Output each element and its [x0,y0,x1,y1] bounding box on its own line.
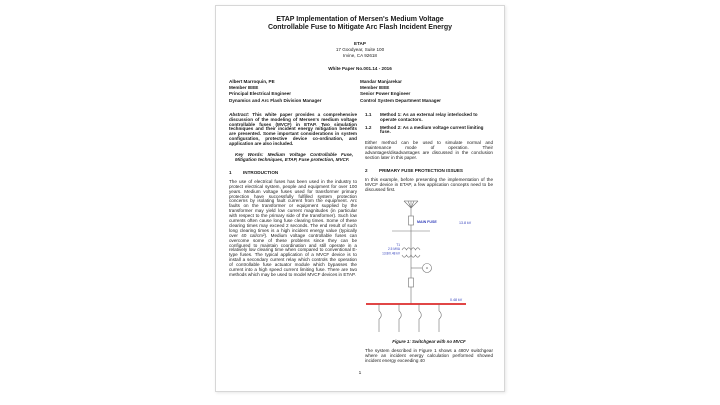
section-2-number: 2 [365,167,368,173]
method-1-text: Method 1: As an external relay interlocked to operate contactors. [380,111,478,122]
document-page [215,5,505,392]
lv-voltage-label: 0.48 kV [450,297,463,302]
author-2-affil1: Member IEEE [360,85,390,91]
author-2-affil3: Control System Department Manager [360,97,441,103]
method-1-item [365,113,493,123]
paper-title-line1: ETAP Implementation of Mersen's Medium Voltage [276,16,444,23]
main-fuse-label: MAIN FUSE [417,219,437,224]
transformer-name-label: T1 [396,242,400,247]
feeder-2 [399,304,401,332]
abstract-label: Abstract: [229,111,250,117]
two-column-body [229,113,491,369]
method-2-text: Method 2: As a medium voltage current limiting fuse. [380,124,484,135]
hv-voltage-label: 13.8 kV [459,220,472,225]
section-2-heading [365,169,493,174]
relay-dot [426,267,428,269]
abstract-paragraph [229,113,357,147]
figure-1 [365,198,493,345]
utility-grid-icon [404,201,418,208]
methods-note-paragraph: Either method can be used to simulate normal and maintenance mode of operation. Their advantages/disadvantages are discussed in the conclusion section later in this paper. [365,140,493,161]
section-1-title: INTRODUCTION [243,169,279,175]
abstract-text: This white paper provides a comprehensive discussion of the modeling of Mersen's medium voltage controllable fuses (MVCF) in ETAP. Two simulation techniques and their incident energy mitigation benefits are presented. Some important considerations in system configuration, protective device co-ordination, and application are also included. [229,111,357,147]
organization-address1: 17 Goodyear, Suite 100 [335,46,385,52]
page-number: 1 [358,371,362,377]
keywords-paragraph: Key Words: Medium Voltage Controllable Fuse, Mitigation techniques, ETAP, Fuse protection, MVCF. [235,152,353,162]
author-1-affil1: Member IEEE [229,85,259,91]
introduction-paragraph: The use of electrical fuses has been used in the industry to protect electrical system, people and equipment for over 100 years. Medium voltage fuses used for transformer primary protection have successfully fulfilled system protection concerns by isolating fault current from the equipment. Arc faults on the transformer or equipment supplied by the transformer may yield low current magnitudes (in particular with respect to the primary side of the transformer). Such low currents often cause long fuse clearing times. Some of these clearing times may exceed 2 seconds. The end result of such long clearing times is a high incident energy value (typically over 40 cal/cm²). Medium voltage controllable fuses can overcome some of these problems since they can be configured to maintain coordination and still operate in a relatively low clearing time when compared to conventional E-type fuses. The typical application of a MVCF device is to install a secondary current relay which controls the operation of controllable fuse actuator module which bypasses the current into a high speed current limiting fuse. There are two methods which may be used to model MVCF devices in ETAP. [229,178,357,277]
feeder-3 [419,304,421,332]
feeder-1 [379,304,381,332]
method-2-item [365,126,493,136]
paper-title-line2: Controllable Fuse to Mitigate Arc Flash Incident Energy [267,24,453,32]
author-1-affil3: Dynamics and Arc Flash Division Manager [229,97,322,103]
author-2 [360,79,491,104]
authors-block [229,79,491,104]
paper-title [229,16,491,33]
author-1-affil2: Principal Electrical Engineer [229,91,292,97]
organization-name: ETAP [354,40,366,46]
one-line-diagram [365,198,493,338]
author-1 [229,79,360,104]
transformer-kv-label: 13.8/0.48 kV [382,251,400,256]
transformer-mva-label: 2.5 MVA [388,246,400,251]
feeder-branches [379,304,441,332]
main-fuse-symbol [409,216,414,225]
section-1-heading [229,171,357,176]
feeder-4 [439,304,441,332]
author-2-affil2: Senior Power Engineer [360,91,411,97]
method-2-number: 1.2 [365,124,372,130]
organization-block [229,41,491,59]
secondary-fuse-symbol [409,278,414,287]
section-2-paragraph: In this example, before presenting the implementation of the MVCF device in ETAP, a few application concepts need to be discussed first. [365,176,493,192]
author-2-name: Mandar Manjarekar [360,78,402,84]
method-1-number: 1.1 [365,111,372,117]
paper-number: White Paper No.001.14 - 2016 [328,65,392,71]
section-1-number: 1 [229,169,232,175]
author-1-name: Albert Marroquin, PE [229,78,275,84]
organization-address2: Irvine, CA 92618 [343,52,377,58]
section-2-title: PRIMARY FUSE PROTECTION ISSUES [379,167,463,173]
figure-1-caption: Figure 1: Switchgear with no MVCF [392,338,466,344]
right-column [365,113,493,369]
after-figure-paragraph: The system described in Figure 1 shows a 480V switchgear where an incident energy calculation performed showed incident energy exceeding 40 [365,348,493,364]
left-column [229,113,357,369]
